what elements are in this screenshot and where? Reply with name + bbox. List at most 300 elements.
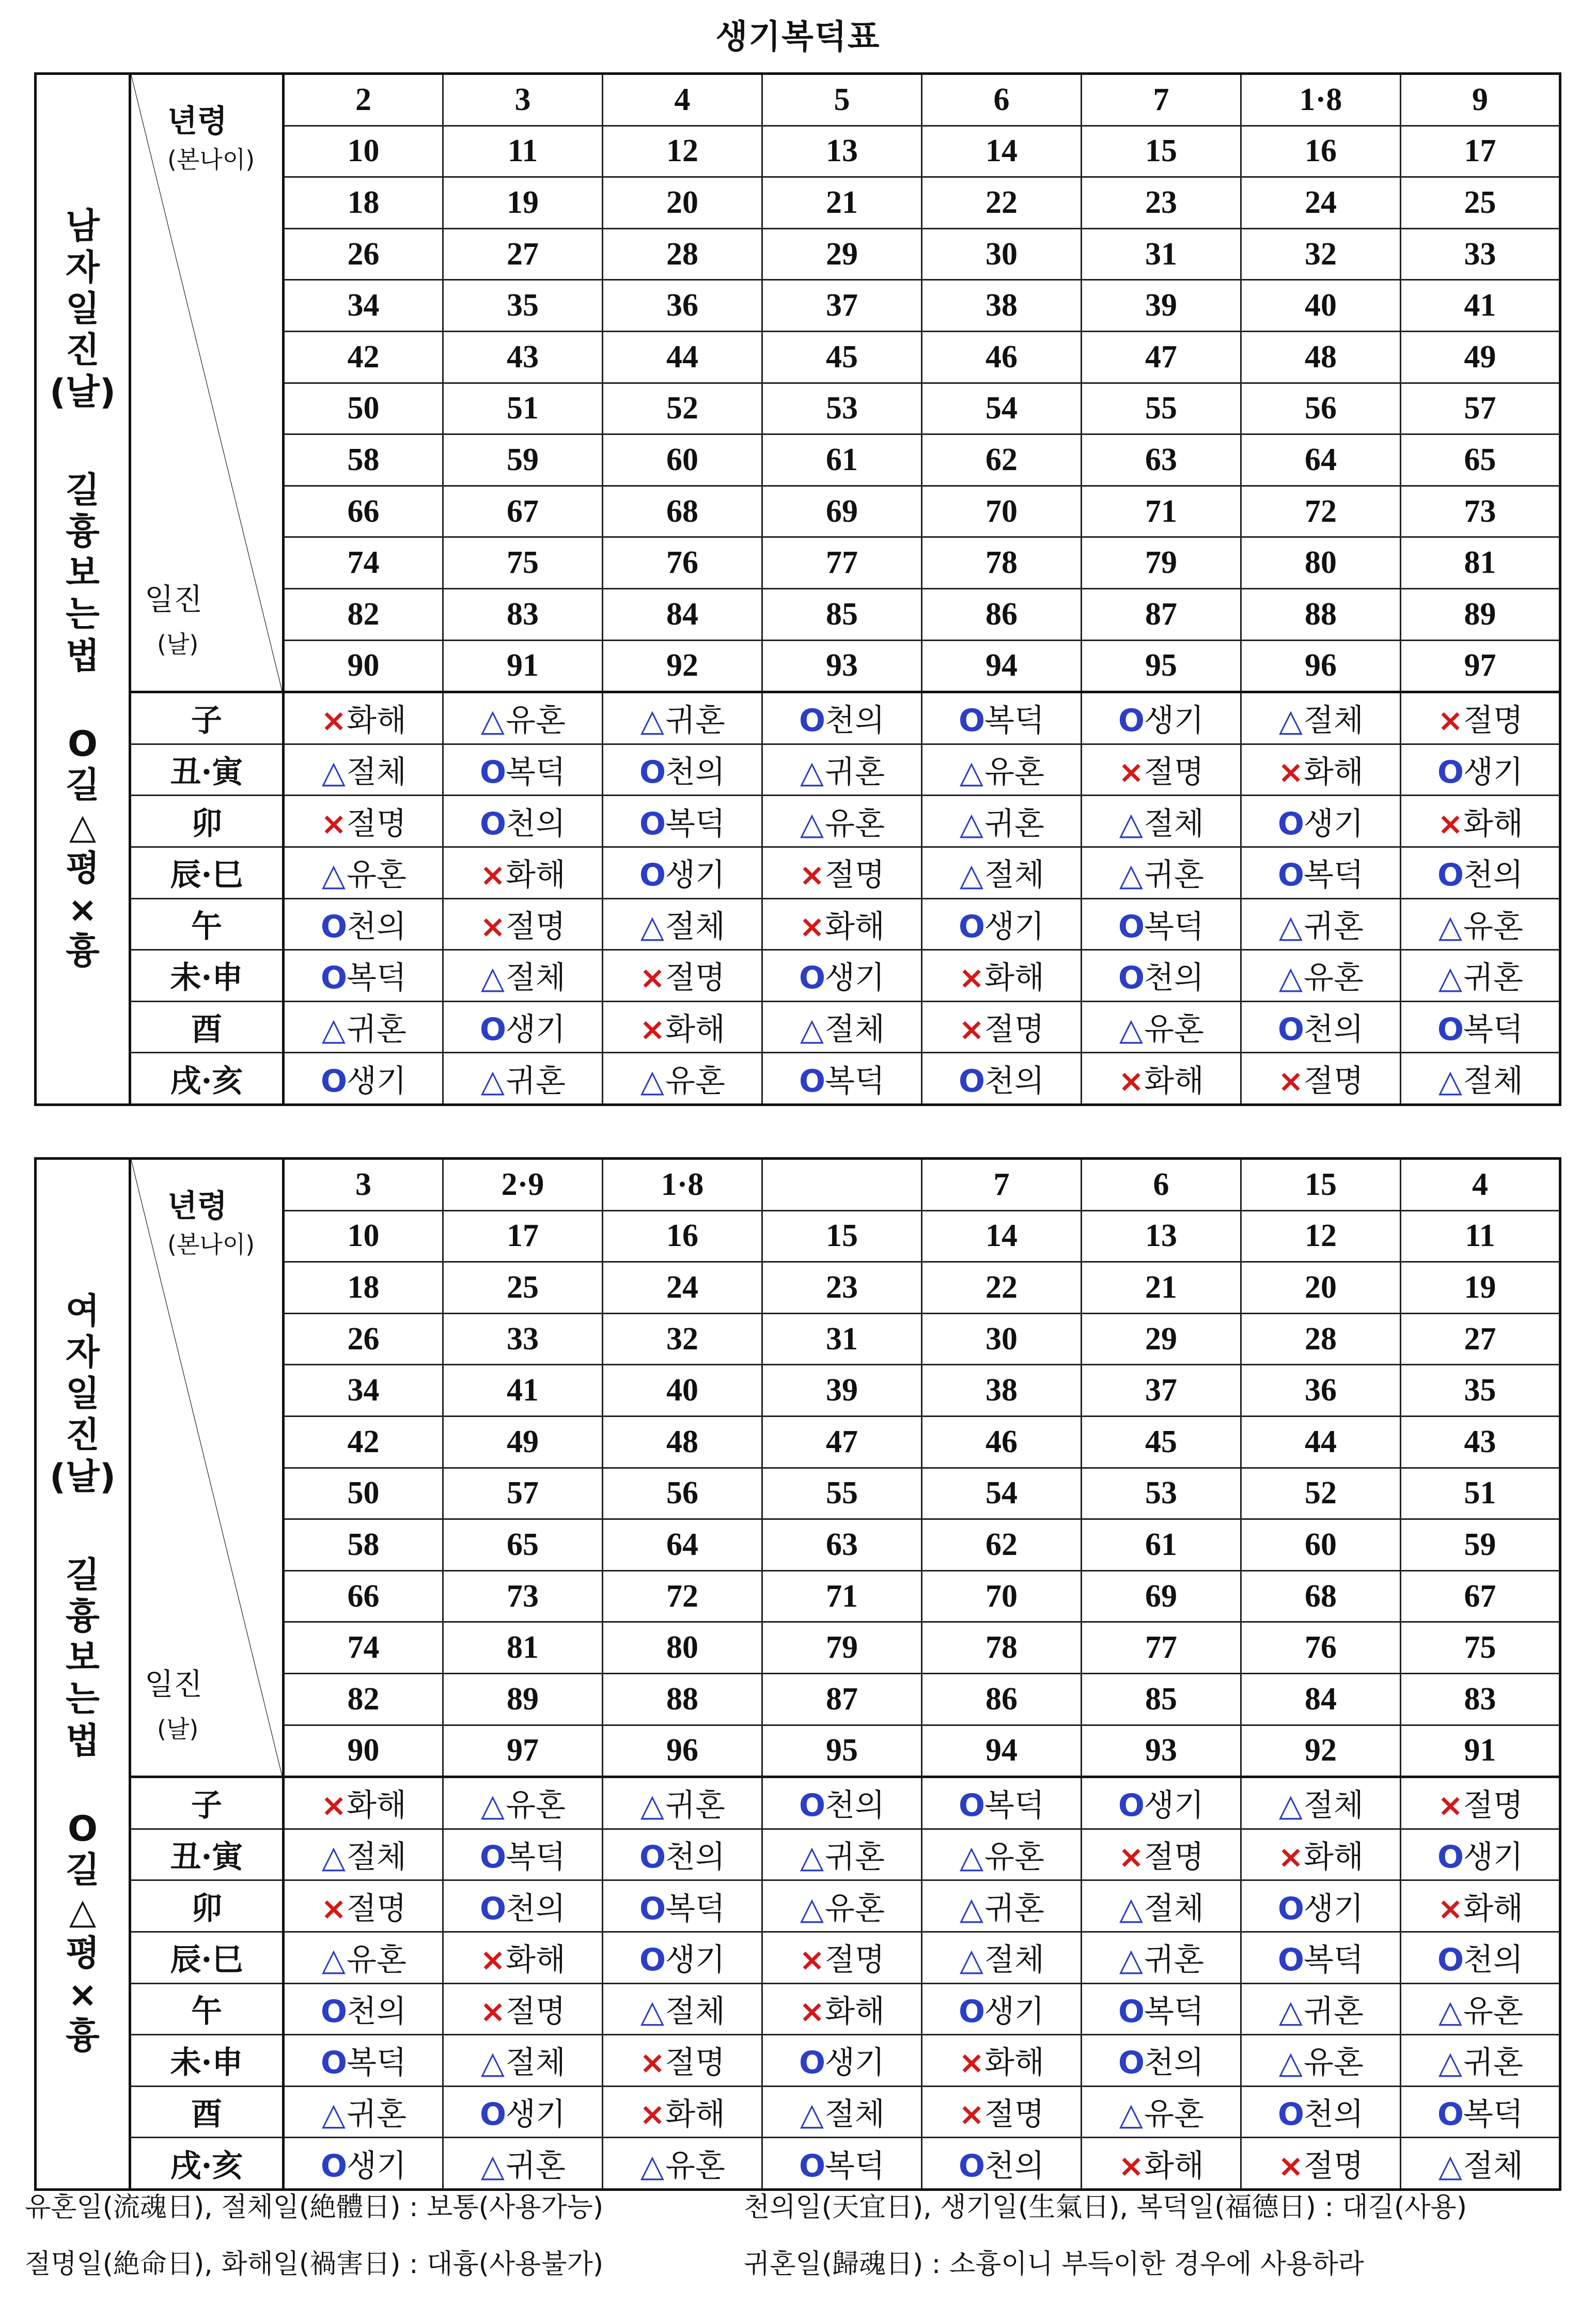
age-cell: 33 bbox=[1401, 228, 1560, 280]
fortune-cell bbox=[922, 1932, 1082, 1983]
fortune-cell bbox=[1401, 1001, 1560, 1053]
side-caption-char: 보 bbox=[66, 553, 100, 594]
age-cell: 91 bbox=[443, 640, 603, 692]
bad-mark-icon: × bbox=[1118, 754, 1145, 791]
age-cell: 13 bbox=[1082, 1210, 1241, 1262]
bad-mark-icon: × bbox=[799, 857, 825, 894]
age-cell: 5 bbox=[762, 74, 922, 126]
age-cell: 94 bbox=[922, 1725, 1082, 1777]
average-mark-icon: △ bbox=[959, 805, 984, 842]
age-cell: 7 bbox=[1082, 74, 1241, 126]
fortune-cell bbox=[603, 1880, 762, 1932]
legend-char: × bbox=[68, 1974, 98, 2015]
average-mark-icon: △ bbox=[1278, 960, 1303, 997]
age-cell: 73 bbox=[443, 1570, 603, 1622]
fortune-cell bbox=[1401, 1777, 1560, 1829]
side-caption-text bbox=[37, 206, 129, 973]
fortune-cell bbox=[922, 692, 1082, 744]
fortune-cell bbox=[603, 2035, 762, 2087]
good-mark-icon: O bbox=[480, 754, 507, 791]
fortune-name: 화해 bbox=[506, 1942, 566, 1979]
good-mark-icon: O bbox=[321, 908, 348, 945]
fortune-cell bbox=[443, 898, 603, 950]
good-mark-icon: O bbox=[959, 2148, 985, 2184]
fortune-cell bbox=[284, 847, 443, 898]
age-cell: 32 bbox=[1241, 228, 1401, 280]
fortune-name: 복덕 bbox=[825, 1063, 885, 1099]
age-cell: 97 bbox=[443, 1725, 603, 1777]
footnote-minor-misfortune-days: 귀혼일(歸魂日) : 소흉이니 부득이한 경우에 사용하라 bbox=[744, 2249, 1364, 2280]
age-cell: 81 bbox=[443, 1622, 603, 1674]
age-cell: 42 bbox=[284, 1416, 443, 1468]
fortune-cell bbox=[922, 1829, 1082, 1880]
day-header-label: 일진 bbox=[145, 582, 203, 617]
age-cell: 74 bbox=[284, 1622, 443, 1674]
fortune-cell bbox=[443, 2138, 603, 2190]
good-mark-icon: O bbox=[959, 1063, 985, 1099]
side-caption-char: 법 bbox=[66, 1720, 100, 1762]
fortune-name: 절명 bbox=[506, 1993, 566, 2030]
age-cell: 81 bbox=[1401, 537, 1560, 589]
fortune-cell bbox=[603, 1001, 762, 1053]
legend-char: 길 bbox=[66, 765, 100, 806]
fortune-name: 유혼 bbox=[984, 1839, 1044, 1876]
age-cell: 27 bbox=[1401, 1313, 1560, 1365]
fortune-name: 화해 bbox=[1144, 1063, 1204, 1099]
fortune-name: 복덕 bbox=[984, 703, 1044, 739]
average-mark-icon: △ bbox=[1119, 1890, 1144, 1927]
fortune-cell bbox=[1082, 1777, 1241, 1829]
age-cell: 12 bbox=[1241, 1210, 1401, 1262]
good-mark-icon: O bbox=[1278, 2096, 1305, 2133]
bad-mark-icon: × bbox=[1278, 2148, 1304, 2184]
legend-char: 평 bbox=[66, 1933, 100, 1974]
good-mark-icon: O bbox=[321, 960, 348, 997]
average-mark-icon: △ bbox=[1438, 2045, 1463, 2081]
day-branch-label: 戌·亥 bbox=[130, 1053, 284, 1105]
fortune-name: 절체 bbox=[1463, 2148, 1523, 2184]
side-caption bbox=[36, 1159, 130, 2190]
age-cell: 56 bbox=[603, 1468, 762, 1519]
fortune-name: 절체 bbox=[984, 857, 1044, 894]
age-cell: 31 bbox=[1082, 228, 1241, 280]
fortune-row bbox=[36, 950, 1560, 1002]
fortune-cell bbox=[1082, 744, 1241, 796]
fortune-cell bbox=[1241, 1880, 1401, 1932]
age-cell: 10 bbox=[284, 126, 443, 177]
average-mark-icon: △ bbox=[1119, 1942, 1144, 1979]
average-mark-icon: △ bbox=[640, 1063, 665, 1099]
age-cell: 37 bbox=[1082, 1365, 1241, 1417]
fortune-name: 생기 bbox=[1304, 805, 1364, 842]
fortune-cell bbox=[762, 692, 922, 744]
age-cell: 96 bbox=[1241, 640, 1401, 692]
fortune-cell bbox=[284, 1932, 443, 1983]
fortune-name: 생기 bbox=[506, 1011, 566, 1048]
fortune-cell bbox=[1082, 2086, 1241, 2138]
age-cell: 58 bbox=[284, 434, 443, 486]
bad-mark-icon: × bbox=[799, 1993, 825, 2030]
age-cell: 96 bbox=[603, 1725, 762, 1777]
side-caption-char: 흉 bbox=[66, 1596, 100, 1637]
fortune-cell bbox=[762, 744, 922, 796]
age-cell: 23 bbox=[1082, 177, 1241, 229]
fortune-cell bbox=[1401, 2035, 1560, 2087]
fortune-cell bbox=[1401, 898, 1560, 950]
fortune-name: 절체 bbox=[665, 908, 725, 945]
average-mark-icon: △ bbox=[480, 2045, 505, 2081]
day-branch-label: 卯 bbox=[130, 1880, 284, 1932]
bad-mark-icon: × bbox=[1118, 1063, 1145, 1099]
age-cell: 27 bbox=[443, 228, 603, 280]
age-cell: 87 bbox=[1082, 588, 1241, 640]
fortune-cell bbox=[603, 692, 762, 744]
age-cell: 35 bbox=[443, 280, 603, 332]
fortune-cell bbox=[603, 744, 762, 796]
age-cell: 48 bbox=[603, 1416, 762, 1468]
fortune-name: 생기 bbox=[825, 2045, 885, 2081]
fortune-name: 유혼 bbox=[506, 703, 566, 739]
fortune-cell bbox=[922, 2035, 1082, 2087]
fortune-cell bbox=[443, 1932, 603, 1983]
side-spacer bbox=[37, 1498, 129, 1555]
age-cell: 41 bbox=[443, 1365, 603, 1417]
fortune-name: 천의 bbox=[825, 1787, 885, 1824]
age-cell: 78 bbox=[922, 1622, 1082, 1674]
age-cell: 13 bbox=[762, 126, 922, 177]
day-branch-label: 辰·巳 bbox=[130, 847, 284, 898]
day-branch-label: 辰·巳 bbox=[130, 1932, 284, 1983]
male-fortune-table bbox=[34, 72, 1561, 1106]
fortune-row bbox=[36, 1983, 1560, 2035]
age-cell: 65 bbox=[1401, 434, 1560, 486]
fortune-cell bbox=[762, 1053, 922, 1105]
fortune-cell bbox=[1241, 1983, 1401, 2035]
fortune-name: 천의 bbox=[1463, 1942, 1523, 1979]
fortune-name: 천의 bbox=[1304, 2096, 1364, 2133]
fortune-name: 천의 bbox=[1304, 1011, 1364, 1048]
age-cell: 47 bbox=[1082, 331, 1241, 383]
legend-char: × bbox=[68, 889, 98, 930]
legend-char: △ bbox=[69, 1891, 97, 1933]
fortune-name: 복덕 bbox=[984, 1787, 1044, 1824]
age-cell: 70 bbox=[922, 486, 1082, 537]
fortune-name: 생기 bbox=[665, 1942, 725, 1979]
age-cell: 64 bbox=[603, 1519, 762, 1571]
day-header-label: 일진 bbox=[145, 1667, 203, 1702]
fortune-name: 생기 bbox=[984, 1993, 1044, 2030]
age-cell: 4 bbox=[603, 74, 762, 126]
fortune-name: 귀혼 bbox=[1304, 908, 1364, 945]
average-mark-icon: △ bbox=[640, 1993, 665, 2030]
age-cell: 71 bbox=[1082, 486, 1241, 537]
fortune-cell bbox=[1082, 898, 1241, 950]
fortune-name: 절체 bbox=[1463, 1063, 1523, 1099]
bad-mark-icon: × bbox=[639, 2096, 666, 2133]
side-caption bbox=[36, 74, 130, 1105]
age-cell: 37 bbox=[762, 280, 922, 332]
age-cell: 46 bbox=[922, 331, 1082, 383]
fortune-row bbox=[36, 692, 1560, 744]
fortune-cell bbox=[1241, 1053, 1401, 1105]
fortune-name: 절체 bbox=[825, 1011, 885, 1048]
age-cell: 18 bbox=[284, 177, 443, 229]
side-caption-text bbox=[37, 1291, 129, 2058]
day-branch-label: 戌·亥 bbox=[130, 2138, 284, 2190]
fortune-name: 절체 bbox=[1304, 703, 1364, 739]
fortune-name: 유혼 bbox=[665, 1063, 725, 1099]
age-cell: 58 bbox=[284, 1519, 443, 1571]
fortune-cell bbox=[1241, 847, 1401, 898]
day-branch-label: 丑·寅 bbox=[130, 1829, 284, 1880]
age-cell: 21 bbox=[1082, 1262, 1241, 1314]
good-mark-icon: O bbox=[480, 1839, 507, 1876]
fortune-name: 생기 bbox=[1144, 703, 1204, 739]
fortune-cell bbox=[1401, 1829, 1560, 1880]
bad-mark-icon: × bbox=[1437, 703, 1464, 739]
age-cell: 69 bbox=[762, 486, 922, 537]
average-mark-icon: △ bbox=[321, 1942, 346, 1979]
fortune-cell bbox=[1241, 1777, 1401, 1829]
age-cell: 25 bbox=[443, 1262, 603, 1314]
day-branch-label: 卯 bbox=[130, 796, 284, 847]
bad-mark-icon: × bbox=[480, 1942, 506, 1979]
fortune-cell bbox=[762, 796, 922, 847]
age-cell: 93 bbox=[1082, 1725, 1241, 1777]
fortune-name: 화해 bbox=[984, 960, 1044, 997]
fortune-cell bbox=[922, 1001, 1082, 1053]
fortune-name: 화해 bbox=[825, 908, 885, 945]
fortune-cell bbox=[284, 1777, 443, 1829]
age-cell: 50 bbox=[284, 1468, 443, 1519]
fortune-name: 절체 bbox=[1144, 1890, 1204, 1927]
fortune-cell bbox=[762, 1829, 922, 1880]
fortune-cell bbox=[922, 950, 1082, 1002]
bad-mark-icon: × bbox=[959, 1011, 985, 1048]
good-mark-icon: O bbox=[799, 1787, 826, 1824]
fortune-cell bbox=[1401, 1053, 1560, 1105]
age-cell: 12 bbox=[603, 126, 762, 177]
fortune-row bbox=[36, 744, 1560, 796]
fortune-cell bbox=[1082, 1001, 1241, 1053]
average-mark-icon: △ bbox=[321, 1011, 346, 1048]
fortune-name: 화해 bbox=[506, 857, 566, 894]
fortune-name: 유혼 bbox=[665, 2148, 725, 2184]
average-mark-icon: △ bbox=[1278, 2045, 1303, 2081]
good-mark-icon: O bbox=[480, 805, 507, 842]
fortune-cell bbox=[603, 2138, 762, 2190]
age-cell: 97 bbox=[1401, 640, 1560, 692]
age-cell: 64 bbox=[1241, 434, 1401, 486]
side-caption-char: 자 bbox=[66, 1332, 100, 1373]
fortune-name: 화해 bbox=[1304, 754, 1364, 791]
age-header-label: 년령 bbox=[167, 1188, 227, 1224]
fortune-name: 귀혼 bbox=[506, 2148, 566, 2184]
fortune-name: 절체 bbox=[665, 1993, 725, 2030]
age-cell: 67 bbox=[1401, 1570, 1560, 1622]
fortune-cell bbox=[1082, 847, 1241, 898]
fortune-cell bbox=[1082, 1932, 1241, 1983]
fortune-row bbox=[36, 1880, 1560, 1932]
fortune-name: 천의 bbox=[1144, 960, 1204, 997]
fortune-cell bbox=[1241, 744, 1401, 796]
fortune-name: 천의 bbox=[1144, 2045, 1204, 2081]
fortune-name: 천의 bbox=[984, 1063, 1044, 1099]
age-cell: 17 bbox=[443, 1210, 603, 1262]
fortune-cell bbox=[922, 847, 1082, 898]
age-cell: 67 bbox=[443, 486, 603, 537]
age-cell: 45 bbox=[762, 331, 922, 383]
fortune-name: 생기 bbox=[1463, 754, 1523, 791]
fortune-name: 절명 bbox=[665, 960, 725, 997]
age-cell: 21 bbox=[762, 177, 922, 229]
age-cell: 85 bbox=[1082, 1673, 1241, 1725]
age-cell: 42 bbox=[284, 331, 443, 383]
age-cell: 84 bbox=[1241, 1673, 1401, 1725]
fortune-cell bbox=[443, 1880, 603, 1932]
fortune-name: 유혼 bbox=[825, 1890, 885, 1927]
average-mark-icon: △ bbox=[1438, 908, 1463, 945]
age-cell: 82 bbox=[284, 1673, 443, 1725]
fortune-name: 유혼 bbox=[506, 1787, 566, 1824]
age-cell: 28 bbox=[603, 228, 762, 280]
average-mark-icon: △ bbox=[1438, 1993, 1463, 2030]
good-mark-icon: O bbox=[1278, 1011, 1305, 1048]
fortune-row bbox=[36, 1777, 1560, 1829]
age-cell: 31 bbox=[762, 1313, 922, 1365]
average-mark-icon: △ bbox=[800, 1839, 824, 1876]
fortune-name: 귀혼 bbox=[506, 1063, 566, 1099]
age-cell: 1·8 bbox=[603, 1159, 762, 1211]
age-cell: 20 bbox=[1241, 1262, 1401, 1314]
fortune-cell bbox=[1241, 1001, 1401, 1053]
female-fortune-table bbox=[34, 1157, 1561, 2191]
fortune-name: 귀혼 bbox=[347, 2096, 406, 2133]
fortune-cell bbox=[1401, 1983, 1560, 2035]
age-cell: 52 bbox=[603, 383, 762, 434]
age-cell: 60 bbox=[603, 434, 762, 486]
fortune-name: 화해 bbox=[1144, 2148, 1204, 2184]
fortune-name: 유혼 bbox=[984, 754, 1044, 791]
fortune-cell bbox=[922, 1053, 1082, 1105]
fortune-cell bbox=[1401, 950, 1560, 1002]
fortune-cell bbox=[284, 1053, 443, 1105]
side-caption-char: 는 bbox=[66, 1679, 100, 1720]
age-cell: 56 bbox=[1241, 383, 1401, 434]
fortune-name: 귀혼 bbox=[1304, 1993, 1364, 2030]
age-cell: 79 bbox=[1082, 537, 1241, 589]
side-caption-char: 길 bbox=[66, 1554, 100, 1596]
age-cell: 36 bbox=[603, 280, 762, 332]
bad-mark-icon: × bbox=[959, 2045, 985, 2081]
average-mark-icon: △ bbox=[800, 1011, 824, 1048]
age-cell: 22 bbox=[922, 1262, 1082, 1314]
average-mark-icon: △ bbox=[480, 960, 505, 997]
bad-mark-icon: × bbox=[480, 1993, 506, 2030]
fortune-name: 절체 bbox=[347, 754, 406, 791]
average-mark-icon: △ bbox=[959, 857, 984, 894]
fortune-name: 절체 bbox=[825, 2096, 885, 2133]
day-branch-label: 午 bbox=[130, 1983, 284, 2035]
average-mark-icon: △ bbox=[640, 908, 665, 945]
legend-char: O bbox=[68, 723, 98, 765]
bad-mark-icon: × bbox=[1437, 805, 1464, 842]
fortune-name: 화해 bbox=[665, 2096, 725, 2133]
age-cell: 6 bbox=[1082, 1159, 1241, 1211]
fortune-cell bbox=[1401, 796, 1560, 847]
age-cell: 93 bbox=[762, 640, 922, 692]
average-mark-icon: △ bbox=[800, 754, 824, 791]
bad-mark-icon: × bbox=[321, 1890, 347, 1927]
fortune-cell bbox=[443, 1983, 603, 2035]
fortune-cell bbox=[603, 1777, 762, 1829]
average-mark-icon: △ bbox=[321, 1839, 346, 1876]
fortune-name: 천의 bbox=[665, 1839, 725, 1876]
legend-char: △ bbox=[69, 806, 97, 848]
legend-char: O bbox=[68, 1808, 98, 1849]
age-cell: 43 bbox=[1401, 1416, 1560, 1468]
age-cell: 75 bbox=[443, 537, 603, 589]
fortune-name: 유혼 bbox=[1144, 1011, 1204, 1048]
fortune-name: 절명 bbox=[665, 2045, 725, 2081]
fortune-cell bbox=[1241, 898, 1401, 950]
age-header-sublabel: (본나이) bbox=[167, 1231, 255, 1258]
fortune-name: 절명 bbox=[1304, 1063, 1364, 1099]
average-mark-icon: △ bbox=[1119, 2096, 1144, 2133]
age-cell: 38 bbox=[922, 280, 1082, 332]
age-cell: 43 bbox=[443, 331, 603, 383]
fortune-cell bbox=[762, 847, 922, 898]
age-cell: 60 bbox=[1241, 1519, 1401, 1571]
age-cell: 40 bbox=[603, 1365, 762, 1417]
fortune-name: 절명 bbox=[506, 908, 566, 945]
fortune-cell bbox=[762, 1983, 922, 2035]
average-mark-icon: △ bbox=[1119, 1011, 1144, 1048]
day-branch-label: 午 bbox=[130, 898, 284, 950]
fortune-name: 귀혼 bbox=[665, 1787, 725, 1824]
good-mark-icon: O bbox=[639, 805, 666, 842]
age-cell: 2·9 bbox=[443, 1159, 603, 1211]
side-caption-char: (날) bbox=[50, 371, 116, 413]
good-mark-icon: O bbox=[639, 754, 666, 791]
age-cell: 7 bbox=[922, 1159, 1082, 1211]
fortune-name: 복덕 bbox=[506, 754, 566, 791]
fortune-cell bbox=[1241, 2138, 1401, 2190]
age-cell: 55 bbox=[762, 1468, 922, 1519]
age-cell: 29 bbox=[1082, 1313, 1241, 1365]
side-spacer bbox=[37, 413, 129, 470]
good-mark-icon: O bbox=[639, 1839, 666, 1876]
age-cell: 41 bbox=[1401, 280, 1560, 332]
fortune-cell bbox=[762, 950, 922, 1002]
average-mark-icon: △ bbox=[1438, 960, 1463, 997]
age-cell: 49 bbox=[443, 1416, 603, 1468]
fortune-cell bbox=[1082, 796, 1241, 847]
age-cell: 19 bbox=[1401, 1262, 1560, 1314]
fortune-cell bbox=[922, 1983, 1082, 2035]
age-cell: 84 bbox=[603, 588, 762, 640]
age-cell: 6 bbox=[922, 74, 1082, 126]
bad-mark-icon: × bbox=[639, 960, 666, 997]
age-cell: 53 bbox=[1082, 1468, 1241, 1519]
age-cell: 26 bbox=[284, 1313, 443, 1365]
age-cell: 65 bbox=[443, 1519, 603, 1571]
average-mark-icon: △ bbox=[1278, 1787, 1303, 1824]
day-branch-label: 酉 bbox=[130, 2086, 284, 2138]
age-cell: 44 bbox=[1241, 1416, 1401, 1468]
side-caption-char: 진 bbox=[66, 1415, 100, 1456]
good-mark-icon: O bbox=[799, 2148, 826, 2184]
